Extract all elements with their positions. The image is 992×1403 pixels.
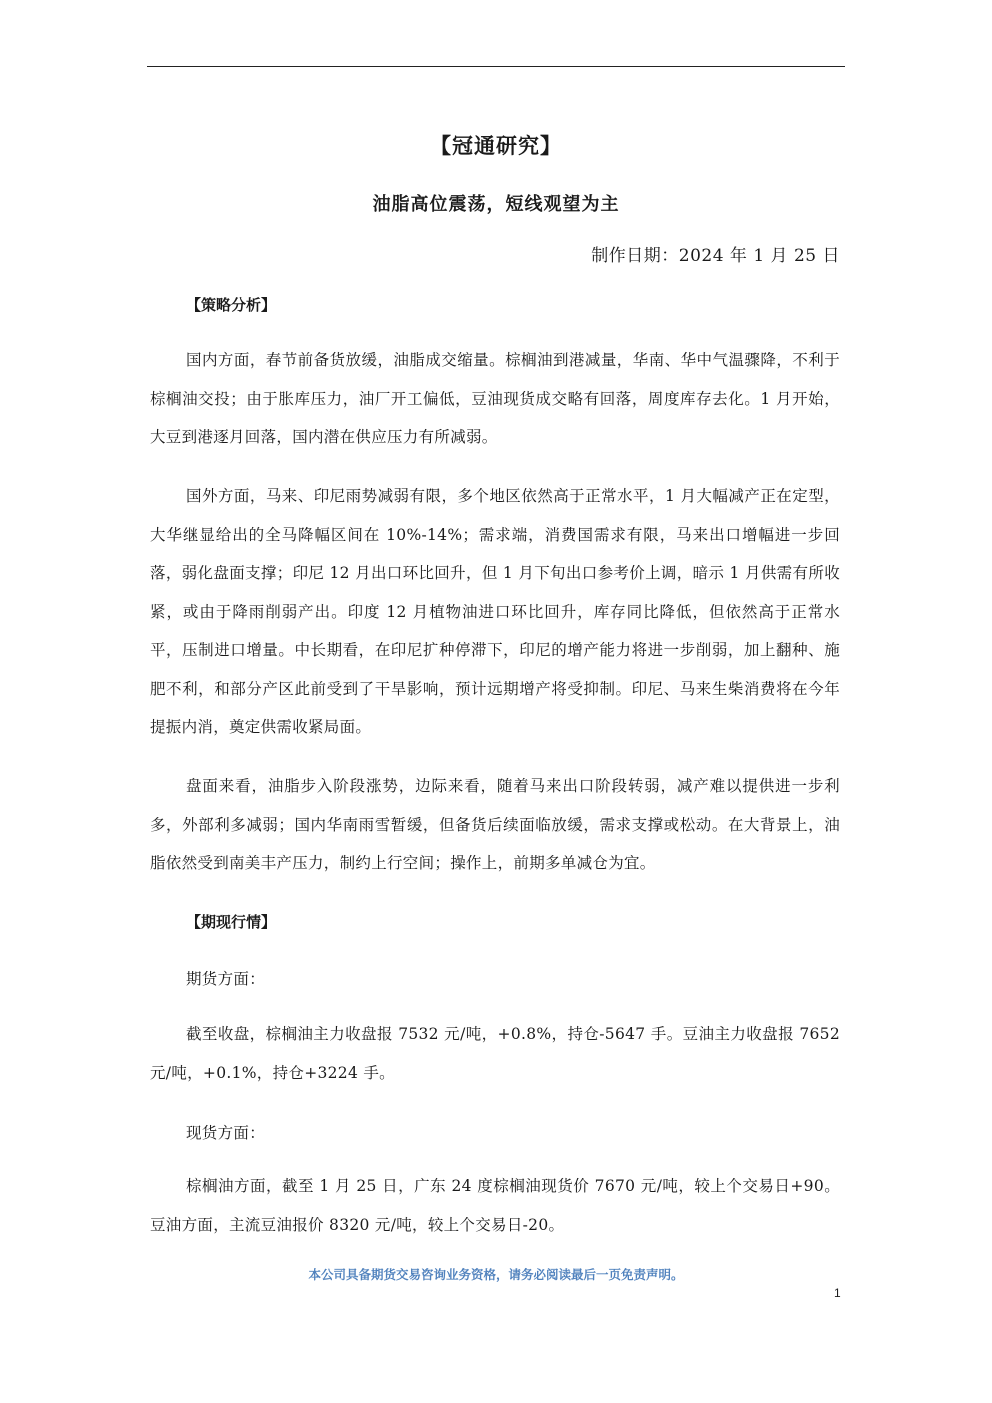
disclaimer-note: 本公司具备期货交易咨询业务资格，请务必阅读最后一页免责声明。 [308, 1267, 684, 1282]
page-number: 1 [834, 1286, 841, 1300]
section-heading-strategy: 【策略分析】 [186, 296, 277, 314]
brand-title: 【冠通研究】 [430, 133, 562, 158]
strategy-paragraph-domestic: 国内方面，春节前备货放缓，油脂成交缩量。棕榈油到港减量，华南、华中气温骤降，不利于棕榈油交投；由于胀库压力，油厂开工偏低，豆油现货成交略有回落，周度库存去化。1 月开始，大豆到港逐月回落，国内潜在供应压力有所减弱。 [150, 351, 840, 446]
header-rule [147, 66, 845, 67]
report-title: 油脂高位震荡，短线观望为主 [372, 194, 620, 215]
spot-paragraph: 棕榈油方面，截至 1 月 25 日，广东 24 度棕榈油现货价 7670 元/吨，较上个交易日+90。豆油方面，主流豆油报价 8320 元/吨，较上个交易日-20。 [150, 1177, 840, 1234]
section-heading-market: 【期现行情】 [186, 913, 277, 931]
futures-paragraph: 截至收盘，棕榈油主力收盘报 7532 元/吨，+0.8%，持仓-5647 手。豆油主力收盘报 7652 元/吨，+0.1%，持仓+3224 手。 [150, 1025, 840, 1082]
strategy-paragraph-overseas: 国外方面，马来、印尼雨势减弱有限，多个地区依然高于正常水平，1 月大幅减产正在定型，大华继显给出的全马降幅区间在 10%-14%；需求端，消费国需求有限，马来出口增幅进一步回落，弱化盘面支撑；印尼 12 月出口环比回升，但 1 月下旬出口参考价上调，暗示 1 月供需有所收紧，或由于降雨削弱产出。印度 12 月植物油进口环比回升，库存同比降低，但依然高于正常水平，压制进口增量。中长期看，在印尼扩种停滞下，印尼的增产能力将进一步削弱，加上翻种、施肥不利，和部分产区此前受到了干旱影响，预计远期增产将受抑制。印尼、马来生柴消费将在今年提振内消，奠定供需收紧局面。 [150, 487, 840, 736]
strategy-paragraph-market: 盘面来看，油脂步入阶段涨势，边际来看，随着马来出口阶段转弱，减产难以提供进一步利多，外部利多减弱；国内华南雨雪暂缓，但备货后续面临放缓，需求支撑或松动。在大背景上，油脂依然受到南美丰产压力，制约上行空间；操作上，前期多单减仓为宜。 [150, 777, 840, 872]
spot-label: 现货方面： [186, 1124, 266, 1142]
futures-label: 期货方面： [186, 970, 266, 988]
report-date: 制作日期：2024 年 1 月 25 日 [591, 246, 840, 266]
